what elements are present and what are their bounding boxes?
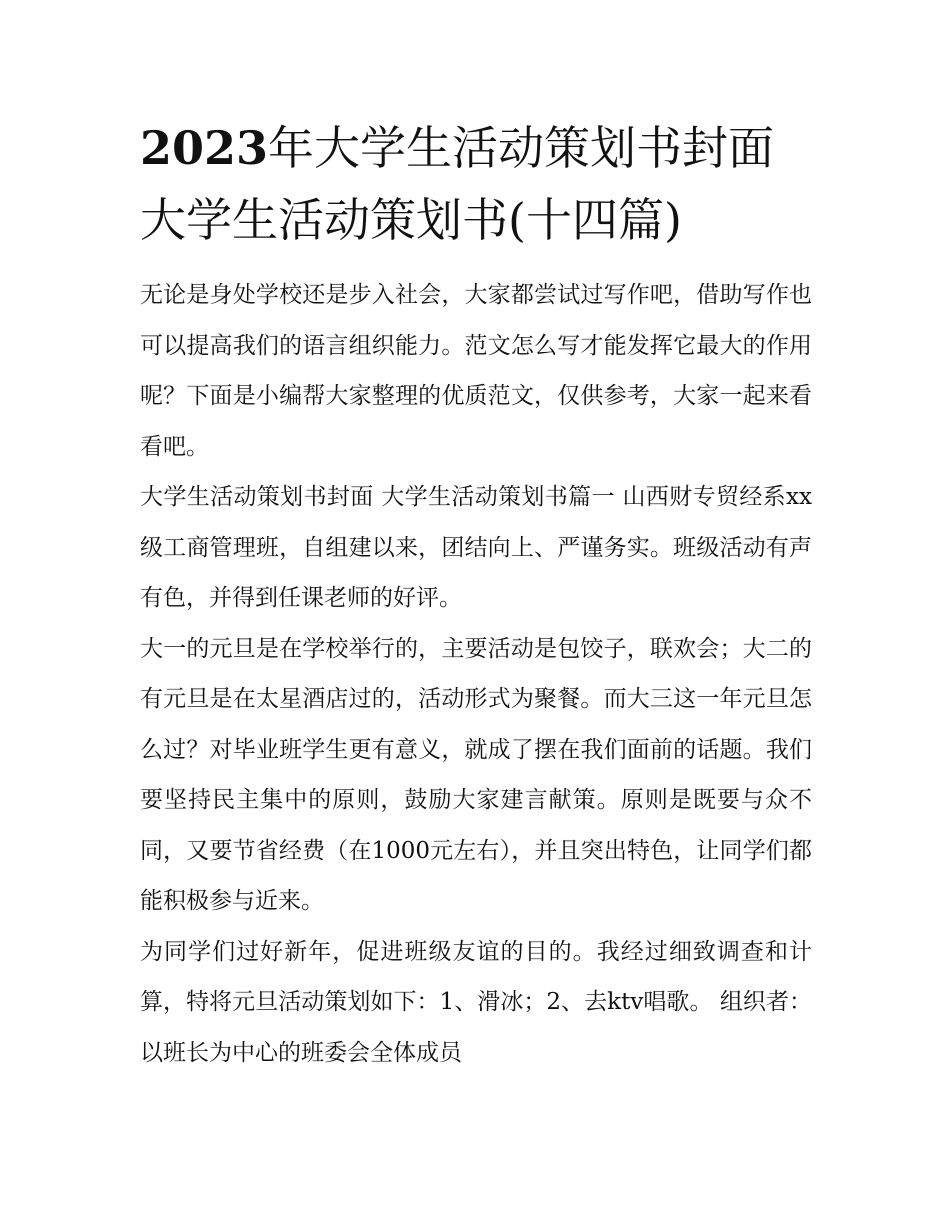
paragraph-intro: 无论是身处学校还是步入社会，大家都尝试过写作吧，借助写作也可以提高我们的语言组织能力。范文怎么写才能发挥它最大的作用呢？下面是小编帮大家整理的优质范文，仅供参考，大家一起来看看吧。 — [140, 282, 812, 460]
paragraph-activity-plan: 为同学们过好新年，促进班级友谊的目的。我经过细致调查和计算，特将元旦活动策划如下：1、滑冰；2、去ktv唱歌。 组织者：以班长为中心的班委会全体成员 — [140, 938, 812, 1066]
title-text: 年大学生活动策划书封面大学生活动策划书(十四篇) — [140, 121, 775, 247]
paragraph-new-year-background: 大一的元旦是在学校举行的，主要活动是包饺子，联欢会；大二的有元旦是在太星酒店过的，活动形式为聚餐。而大三这一年元旦怎么过？对毕业班学生更有意义，就成了摆在我们面前的话题。我们要坚持民主集中的原则，鼓励大家建言献策。原则是既要与众不同，又要节省经费（在1000元左右），并且突出特色，让同学们都能积极参与近来。 — [140, 635, 812, 914]
paragraph-class-intro: 大学生活动策划书封面 大学生活动策划书篇一 山西财专贸经系xx级工商管理班，自组建以来，团结向上、严谨务实。班级活动有声有色，并得到任课老师的好评。 — [140, 484, 812, 611]
title-year: 2023 — [140, 121, 269, 175]
document-title — [140, 112, 812, 256]
document-page — [140, 112, 812, 1078]
document-body — [140, 270, 812, 1078]
